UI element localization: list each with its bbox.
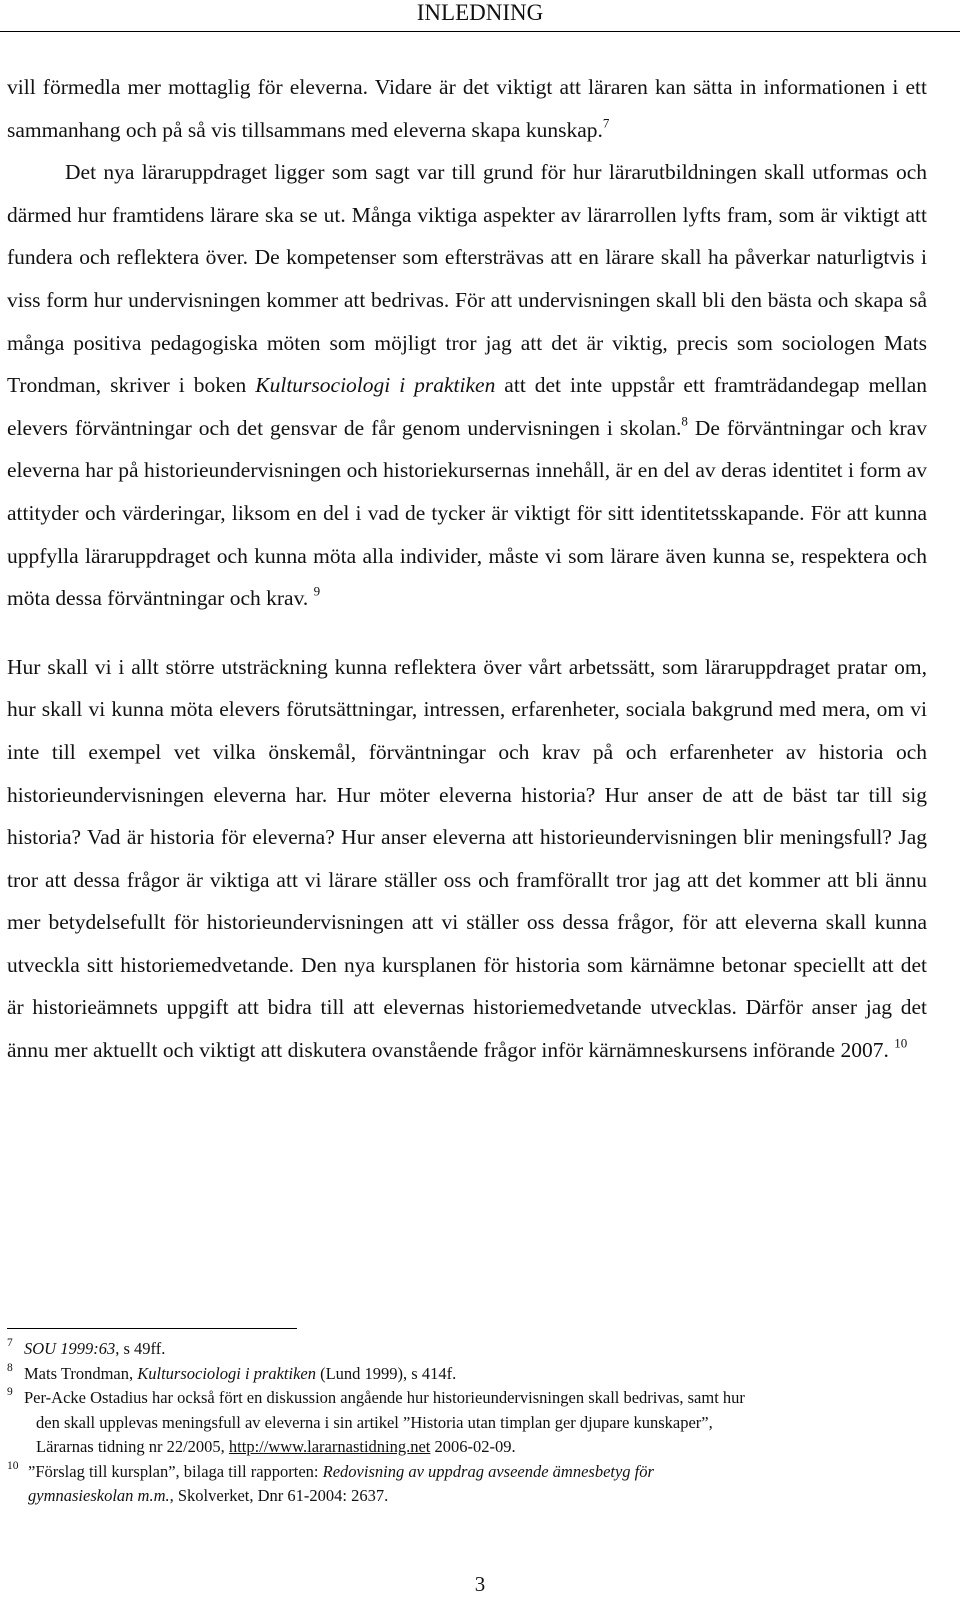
footnote-ref-10: 10 [894, 1035, 908, 1051]
body-text [7, 66, 927, 1072]
header-rule [0, 31, 960, 32]
footnotes [7, 1337, 927, 1509]
book-title: Kultursociologi i praktiken [255, 373, 496, 398]
page-number: 3 [474, 1572, 486, 1596]
paragraph-3: Hur skall vi i allt större utsträckning kunna reflektera över vårt arbetssätt, som läraruppdraget pratar om, hur skall vi kunna möta elevers förutsättningar, intressen, erfarenheter, sociala bakgrund med mera, om vi inte till exempel vet vilka önskemål, förväntningar och krav på och erfarenheter av historia och historieundervisningen eleverna har. Hur möter eleverna historia? Hur anser de att de bäst tar till sig historia? Vad är historia för eleverna? Hur anser eleverna att historieundervisningen blir meningsfull? Jag tror att dessa frågor är viktiga att vi lärare ställer oss och framförallt tror jag att det kommer att bli ännu mer betydelsefullt för historieundervisningen att vi ställer oss dessa frågor, för att eleverna skall kunna utveckla sitt historiemedvetande. Den nya kursplanen för historia som kärnämne betonar speciellt att det är historieämnets uppgift att bidra till att elevernas historiemedvetande utvecklas. Därför anser jag det ännu mer aktuellt och viktigt att diskutera ovanstående frågor inför kärnämneskursens införande 2007. $^{10}$ [7, 654, 927, 1063]
footnote-number: 10 [7, 1459, 19, 1472]
footnote-ref-8: 8 [681, 413, 688, 428]
footnote-ref-7: 7 [602, 114, 610, 130]
footnote-10: 10 ”Förslag till kursplan”, bilaga till rapporten: Redovisning av uppdrag avseende ämnesbetyg för gymnasieskolan m.m., Skolverket, Dnr 61-2004: 2637. [7, 1460, 927, 1509]
paragraph-1: vill förmedla mer mottaglig för eleverna. Vidare är det viktigt att läraren kan sätta in informationen i ett sammanhang och på så vis tillsammans med eleverna skapa kunskap.$^7$ [7, 75, 927, 142]
footnote-link[interactable]: http://www.lararnastidning.net [228, 1437, 431, 1456]
footnote-separator [7, 1328, 297, 1329]
running-header: INLEDNING [416, 0, 544, 25]
paragraph-2: Det nya läraruppdraget ligger som sagt var till grund för hur lärarutbildningen skall utformas och därmed hur framtidens lärare ska se ut. Många viktiga aspekter av lärarrollen lyfts fram, som är viktigt att fundera och reflektera över. De kompetenser som eftersträvas att en lärare skall ha påverkar naturligtvis i viss form hur undervisningen kommer att bedrivas. För att undervisningen skall bli den bästa och skapa så många positiva pedagogiska möten som möjligt tror jag att det är viktig, precis som sociologen Mats Trondman, skriver i boken Kultursociologi i praktiken att det inte uppstår ett framträdandegap mellan elevers förväntningar och det gensvar de får genom undervisningen i skolan.$^8$ De förväntningar och krav eleverna har på historieundervisningen och historiekursernas innehåll, är en del av deras identitet i form av attityder och värderingar, liksom en del i vad de tycker är viktigt för sitt identitetsskapande. För att kunna uppfylla läraruppdraget och kunna möta alla individer, måste vi som lärare även kunna se, respektera och möta dessa förväntningar och krav. $^9$ [7, 160, 928, 611]
footnote-number: 7 [7, 1337, 13, 1349]
footnote-number: 9 [7, 1386, 13, 1398]
footnote-8: 8 Mats Trondman, Kultursociologi i praktiken (Lund 1999), s 414f. [7, 1362, 927, 1387]
footnote-ref-9: 9 [313, 583, 321, 599]
footnote-number: 8 [7, 1361, 13, 1374]
footnote-7: 7 SOU 1999:63, s 49ff. [7, 1337, 927, 1362]
footnote-9: 9 Per-Acke Ostadius har också fört en diskussion angående hur historieundervisningen skall bedrivas, samt hur den skall upplevas meningsfull av eleverna i sin artikel ”Historia utan timplan ger djupare kunskaper”, Lärarnas tidning nr 22/2005, http://www.lararnastidning.net 2006-02-09. [7, 1386, 927, 1460]
